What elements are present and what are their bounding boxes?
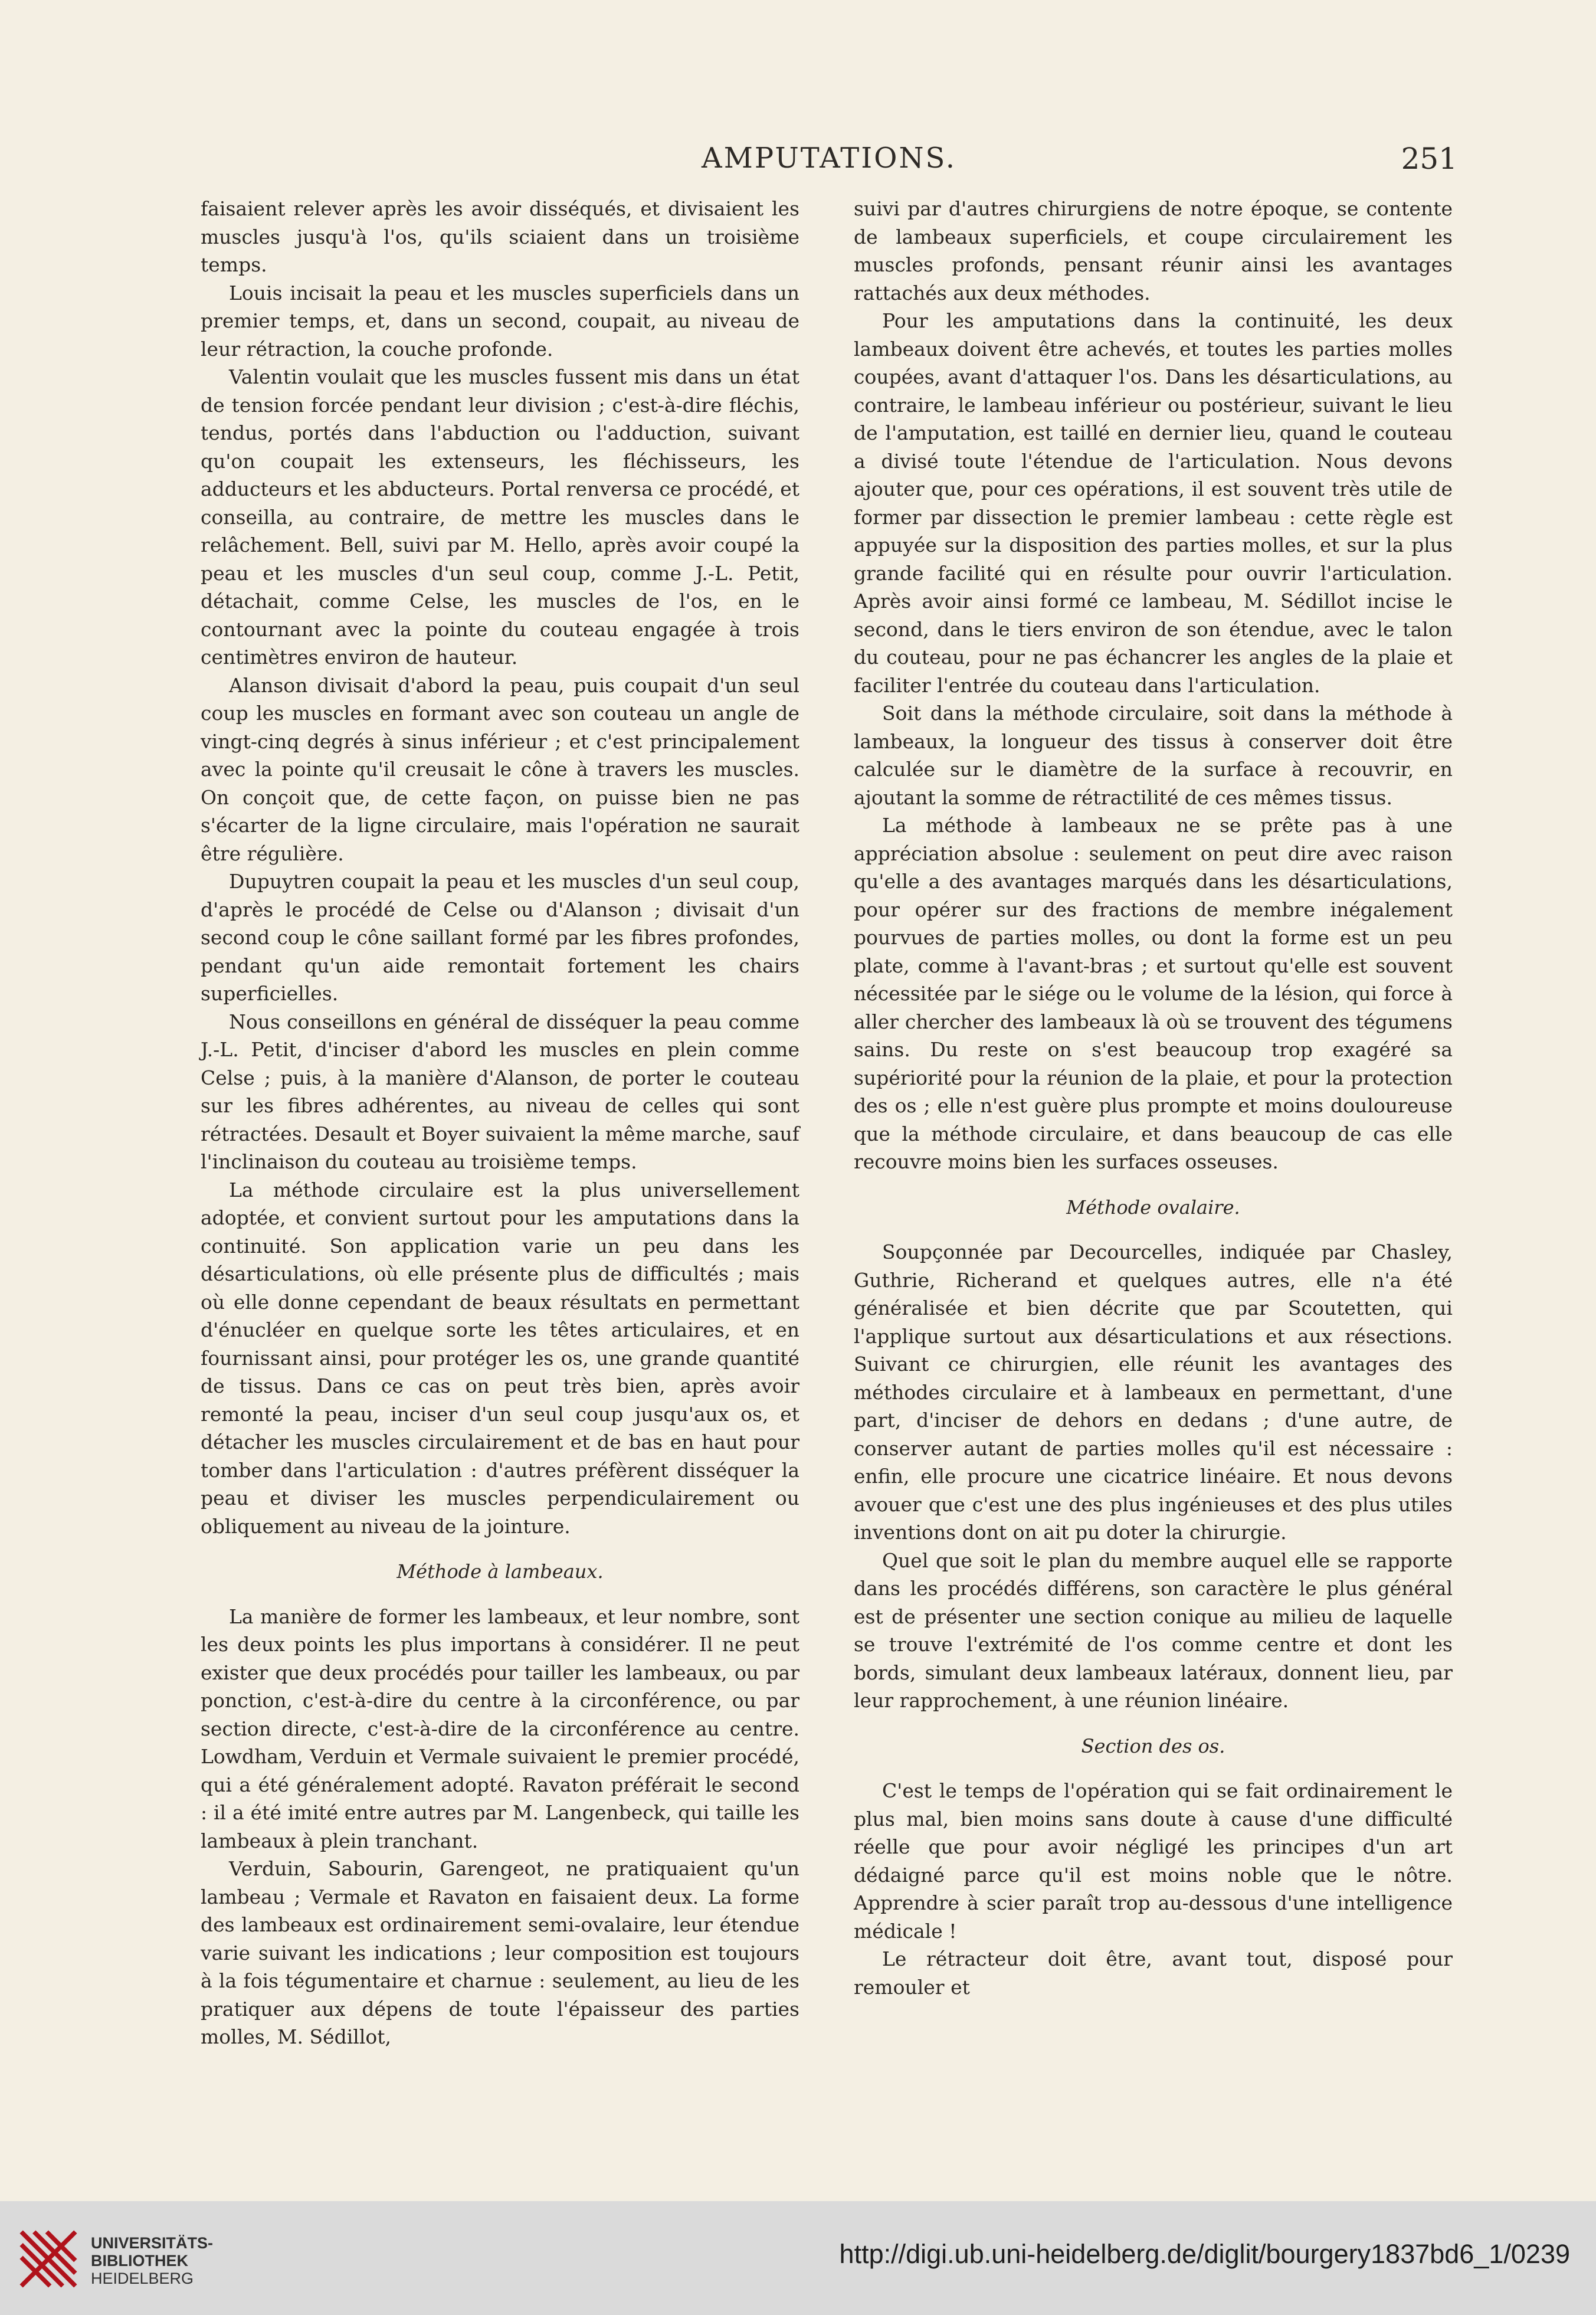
university-library-logo-icon	[17, 2227, 80, 2291]
paragraph: Soupçonnée par Decourcelles, indiquée par Chasley, Guthrie, Richerand et quelques autres, elle n'a été généralisée et bien décrite que par Scoutetten, qui l'applique surtout aux désarticulations et aux résections. Suivant ce chirurgien, elle réunit les avantages des méthodes circulaire et à lambeaux en permettant, d'une part, d'inciser de dehors en dedans ; d'une autre, de conserver autant de parties molles qu'il est nécessaire : enfin, elle procure une cicatrice linéaire. Et nous devons avouer que c'est une des plus ingénieuses et des plus utiles inventions dont on ait pu doter la chirurgie.	[854, 1240, 1453, 1544]
library-name	[91, 2234, 213, 2287]
paragraph: Soit dans la méthode circulaire, soit dans la méthode à lambeaux, la longueur des tissus à conserver doit être calculée sur le diamètre de la surface à recouvrir, en ajoutant la somme de rétractilité de ces mêmes tissus.	[854, 702, 1453, 809]
page-number: 251	[1401, 142, 1457, 176]
paragraph: Le rétracteur doit être, avant tout, disposé pour remouler et	[854, 1947, 1453, 1999]
right-column	[854, 195, 1453, 2001]
page-header	[201, 142, 1457, 189]
paragraph: suivi par d'autres chirurgiens de notre époque, se contente de lambeaux superficiels, et coupe circulairement les muscles profonds, pensant réunir ainsi les avantages rattachés aux deux méthodes.	[854, 197, 1453, 304]
paragraph: Nous conseillons en général de disséquer la peau comme J.-L. Petit, d'inciser d'abord les muscles en plein comme Celse ; puis, à la manière d'Alanson, de porter le couteau sur les fibres adhérentes, au niveau de celles qui sont rétractées. Desault et Boyer suivaient la même marche, sauf l'inclinaison du couteau au troisième temps.	[201, 1010, 799, 1173]
paragraph: Louis incisait la peau et les muscles superficiels dans un premier temps, et, dans un second, coupait, au niveau de leur rétraction, la couche profonde.	[201, 281, 799, 361]
paragraph: La méthode à lambeaux ne se prête pas à une appréciation absolue : seulement on peut dire avec raison qu'elle a des avantages marqués dans les désarticulations, pour opérer sur des fractions de membre inégalement pourvues de parties molles, ou dont la forme est un peu plate, comme à l'avant-bras ; et surtout qu'elle est souvent nécessitée par le siége ou le volume de la lésion, qui force à aller chercher des lambeaux là où se trouvent des tégumens sains. Du reste on s'est beaucoup trop exagéré sa supériorité pour la réunion de la plaie, et pour la protection des os ; elle n'est guère plus prompte et moins douloureuse que la méthode circulaire, et dans beaucoup de cas elle recouvre moins bien les surfaces osseuses.	[854, 814, 1453, 1173]
paragraph: faisaient relever après les avoir disséqués, et divisaient les muscles jusqu'à l'os, qu'ils sciaient dans un troisième temps.	[201, 197, 799, 276]
library-name-line: HEIDELBERG	[91, 2270, 194, 2287]
section-heading: Méthode ovalaire.	[1066, 1196, 1240, 1219]
left-column	[201, 195, 799, 2051]
paragraph: C'est le temps de l'opération qui se fait ordinairement le plus mal, bien moins sans doute à cause d'une difficulté réelle que pour avoir négligé les principes d'un art dédaigné parce qu'il est moins noble que le nôtre. Apprendre à scier paraît trop au-dessous d'une intelligence médicale !	[854, 1779, 1453, 1943]
running-title: AMPUTATIONS.	[702, 142, 956, 175]
section-heading: Méthode à lambeaux.	[396, 1560, 604, 1583]
paragraph: Verduin, Sabourin, Garengeot, ne pratiquaient qu'un lambeau ; Vermale et Ravaton en faisaient deux. La forme des lambeaux est ordinairement semi-ovalaire, leur étendue varie suivant les indications ; leur composition est toujours à la fois tégumentaire et charnue : seulement, au lieu de les pratiquer aux dépens de toute l'épaisseur des parties molles, M. Sédillot,	[201, 1857, 799, 2048]
paragraph: Pour les amputations dans la continuité, les deux lambeaux doivent être achevés, et toutes les parties molles coupées, avant d'attaquer l'os. Dans les désarticulations, au contraire, le lambeau inférieur ou postérieur, suivant le lieu de l'amputation, est taillé en dernier lieu, quand le couteau a divisé toute l'étendue de l'articulation. Nous devons ajouter que, pour ces opérations, il est souvent très utile de former par dissection le premier lambeau : cette règle est appuyée sur la disposition des parties molles, et sur la plus grande facilité qui en résulte pour ouvrir l'articulation. Après avoir ainsi formé ce lambeau, M. Sédillot incise le second, dans le tiers environ de son étendue, avec le talon du couteau, pour ne pas échancrer les angles de la plaie et faciliter l'entrée du couteau dans l'articulation.	[854, 309, 1453, 697]
paragraph: La manière de former les lambeaux, et leur nombre, sont les deux points les plus importans à considérer. Il ne peut exister que deux procédés pour tailler les lambeaux, ou par ponction, c'est-à-dire du centre à la circonférence, ou par section directe, c'est-à-dire de la circonférence au centre. Lowdham, Verduin et Vermale suivaient le premier procédé, qui a été généralement adopté. Ravaton préférait le second : il a été imité entre autres par M. Langenbeck, qui taille les lambeaux à plein tranchant.	[201, 1605, 799, 1852]
paragraph: Dupuytren coupait la peau et les muscles d'un seul coup, d'après le procédé de Celse ou d'Alanson ; divisait d'un second coup le cône saillant formé par les fibres profondes, pendant qu'un aide remontait fortement les chairs superficielles.	[201, 870, 799, 1005]
paragraph: Alanson divisait d'abord la peau, puis coupait d'un seul coup les muscles en formant avec son couteau un angle de vingt-cinq degrés à sinus inférieur ; et c'est principalement avec la pointe qu'il creusait le cône à travers les muscles. On conçoit que, de cette façon, on puisse bien ne pas s'écarter de la ligne circulaire, mais l'opération ne saurait être régulière.	[201, 673, 799, 865]
library-name-line: BIBLIOTHEK	[91, 2252, 188, 2270]
section-heading: Section des os.	[1081, 1734, 1225, 1757]
paragraph: La méthode circulaire est la plus universellement adoptée, et convient surtout pour les amputations dans la continuité. Son application varie un peu dans les désarticulations, où elle présente plus de difficultés ; mais où elle donne cependant de beaux résultats en permettant d'énucléer en quelque sorte les têtes articulaires, et en fournissant ainsi, pour protéger les os, une grande quantité de tissus. Dans ce cas on peut très bien, après avoir remonté la peau, inciser d'un seul coup jusqu'aux os, et détacher les muscles circulairement et de bas en haut pour tomber dans l'articulation : d'autres préfèrent disséquer la peau et diviser les muscles perpendiculairement ou obliquement au niveau de la jointure.	[201, 1178, 799, 1538]
permalink-url[interactable]: http://digi.ub.uni-heidelberg.de/diglit/bourgery1837bd6_1/0239	[839, 2239, 1570, 2269]
library-footer	[0, 2201, 1596, 2315]
paragraph: Quel que soit le plan du membre auquel elle se rapporte dans les procédés différens, son caractère le plus général est de présenter une section conique au milieu de laquelle se trouve l'extrémité de l'os comme centre et dont les bords, simulant deux lambeaux latéraux, donnent lieu, par leur rapprochement, à une réunion linéaire.	[854, 1548, 1453, 1712]
library-name-line: UNIVERSITÄTS-	[91, 2234, 214, 2252]
paragraph: Valentin voulait que les muscles fussent mis dans un état de tension forcée pendant leur division ; c'est-à-dire fléchis, tendus, portés dans l'abduction ou l'adduction, suivant qu'on coupait les extenseurs, les fléchisseurs, les adducteurs et les abducteurs. Portal renversa ce procédé, et conseilla, au contraire, de mettre les muscles dans le relâchement. Bell, suivi par M. Hello, après avoir coupé la peau et les muscles d'un seul coup, comme J.-L. Petit, détachait, comme Celse, les muscles de l'os, en le contournant avec la pointe du couteau engagée à trois centimètres environ de hauteur.	[201, 365, 799, 669]
